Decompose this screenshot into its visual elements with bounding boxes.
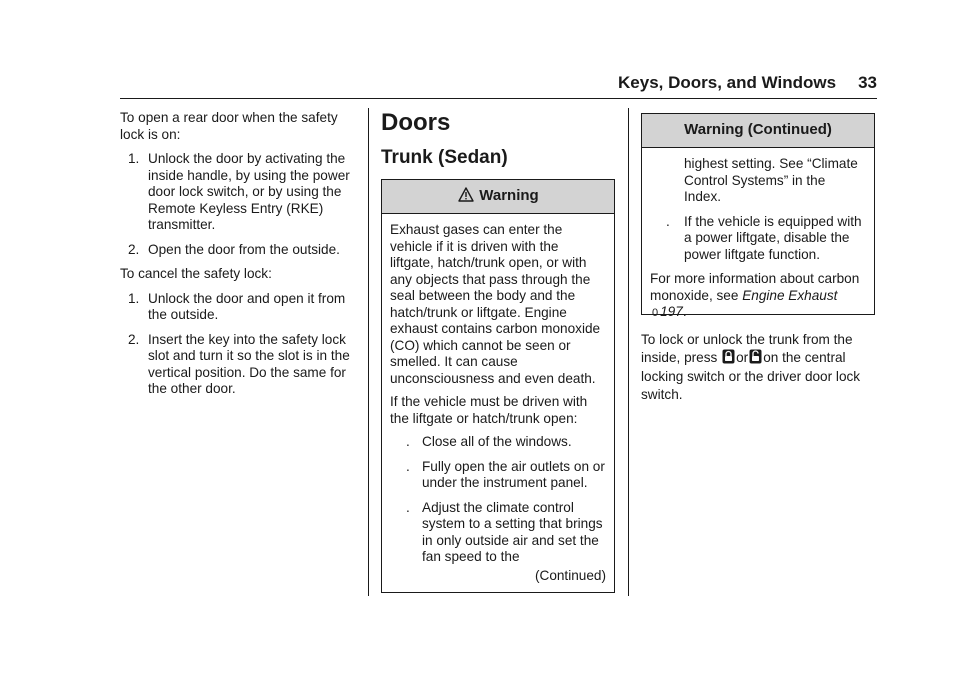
xref-title[interactable]: Engine Exhaust bbox=[742, 287, 838, 303]
warning-triangle-icon bbox=[458, 187, 474, 207]
page-header bbox=[587, 73, 877, 93]
cancel-intro: To cancel the safety lock: bbox=[120, 266, 272, 281]
warning-paragraph: Exhaust gases can enter the vehicle if it is driven with the liftgate, hatch/trunk open, or with any objects that pass through the seal between the body and the hatch/trunk or liftgate. Engine exhaust contains carbon monoxide (CO) which cannot be seen or smelled. It can cause unconsciousness and even death. bbox=[390, 222, 601, 386]
warning-header: Warning (Continued) bbox=[642, 114, 874, 148]
warning-continued-box bbox=[641, 113, 875, 319]
warning-title: Warning bbox=[479, 187, 539, 205]
list-item bbox=[390, 500, 606, 566]
step-text: Unlock the door by activating the inside handle, by using the power door lock switch, or by using the Remote Keyless Entry (RKE) transmitter. bbox=[148, 151, 350, 232]
step-number: 2. bbox=[128, 331, 140, 347]
heading-trunk-sedan: Trunk (Sedan) bbox=[381, 147, 508, 168]
warning-carryover: highest setting. See “Climate Control Systems” in the Index. bbox=[684, 156, 858, 204]
header-rule bbox=[120, 98, 877, 99]
more-info-paragraph bbox=[650, 271, 866, 322]
list-item bbox=[120, 151, 356, 234]
list-item bbox=[390, 434, 606, 451]
lock-text-end: on the central locking switch or the driver door lock switch. bbox=[641, 349, 861, 402]
safety-lock-intro: To open a rear door when the safety lock is on: bbox=[120, 110, 338, 142]
lock-icon bbox=[722, 349, 735, 369]
list-item bbox=[120, 332, 356, 398]
bullet-text: Close all of the windows. bbox=[422, 434, 572, 449]
section-title: Keys, Doors, and Windows bbox=[618, 73, 837, 92]
page-number: 33 bbox=[858, 73, 877, 92]
warning-box bbox=[381, 179, 615, 593]
page-ref-arrow-icon: 0 bbox=[652, 307, 659, 319]
step-number: 1. bbox=[128, 290, 140, 306]
bullet: . bbox=[406, 458, 410, 474]
column-divider-2 bbox=[628, 108, 629, 596]
lock-text-start: To lock or unlock the trunk from the inside, press bbox=[641, 332, 853, 365]
xref-page[interactable]: 197 bbox=[660, 304, 683, 319]
list-item bbox=[120, 291, 356, 324]
warning-header bbox=[382, 180, 614, 214]
list-item bbox=[390, 459, 606, 492]
step-number: 1. bbox=[128, 151, 140, 166]
list-item bbox=[120, 242, 356, 259]
xref-end: . bbox=[682, 304, 687, 319]
bullet: . bbox=[406, 499, 410, 515]
step-text: Insert the key into the safety lock slot and turn it so the slot is in the vertical position. Do the same for the other door. bbox=[148, 331, 350, 396]
column-divider-1 bbox=[368, 108, 369, 596]
warning-paragraph: If the vehicle must be driven with the liftgate or hatch/trunk open: bbox=[390, 394, 588, 426]
more-info-text: For more information about carbon monoxide, see bbox=[650, 271, 860, 303]
step-number: 2. bbox=[128, 241, 140, 257]
continued-label: (Continued) bbox=[534, 567, 606, 583]
heading-doors: Doors bbox=[381, 109, 451, 136]
bullet-text: Adjust the climate control system to a setting that brings in only outside air and set the fan speed to the bbox=[422, 499, 603, 564]
trunk-lock-paragraph bbox=[641, 331, 877, 403]
bullet-text: If the vehicle is equipped with a power liftgate, disable the power liftgate function. bbox=[684, 213, 862, 262]
bullet-text: Fully open the air outlets on or under the instrument panel. bbox=[422, 458, 605, 490]
unlock-icon bbox=[749, 349, 762, 369]
bullet: . bbox=[406, 434, 410, 449]
list-item bbox=[650, 214, 866, 264]
bullet: . bbox=[666, 213, 670, 229]
warning-body bbox=[382, 214, 614, 588]
lock-or: or bbox=[736, 349, 749, 365]
column-1 bbox=[120, 110, 356, 406]
warning-body bbox=[642, 148, 874, 326]
step-text: Unlock the door and open it from the outside. bbox=[148, 290, 346, 322]
step-text: Open the door from the outside. bbox=[148, 241, 340, 257]
